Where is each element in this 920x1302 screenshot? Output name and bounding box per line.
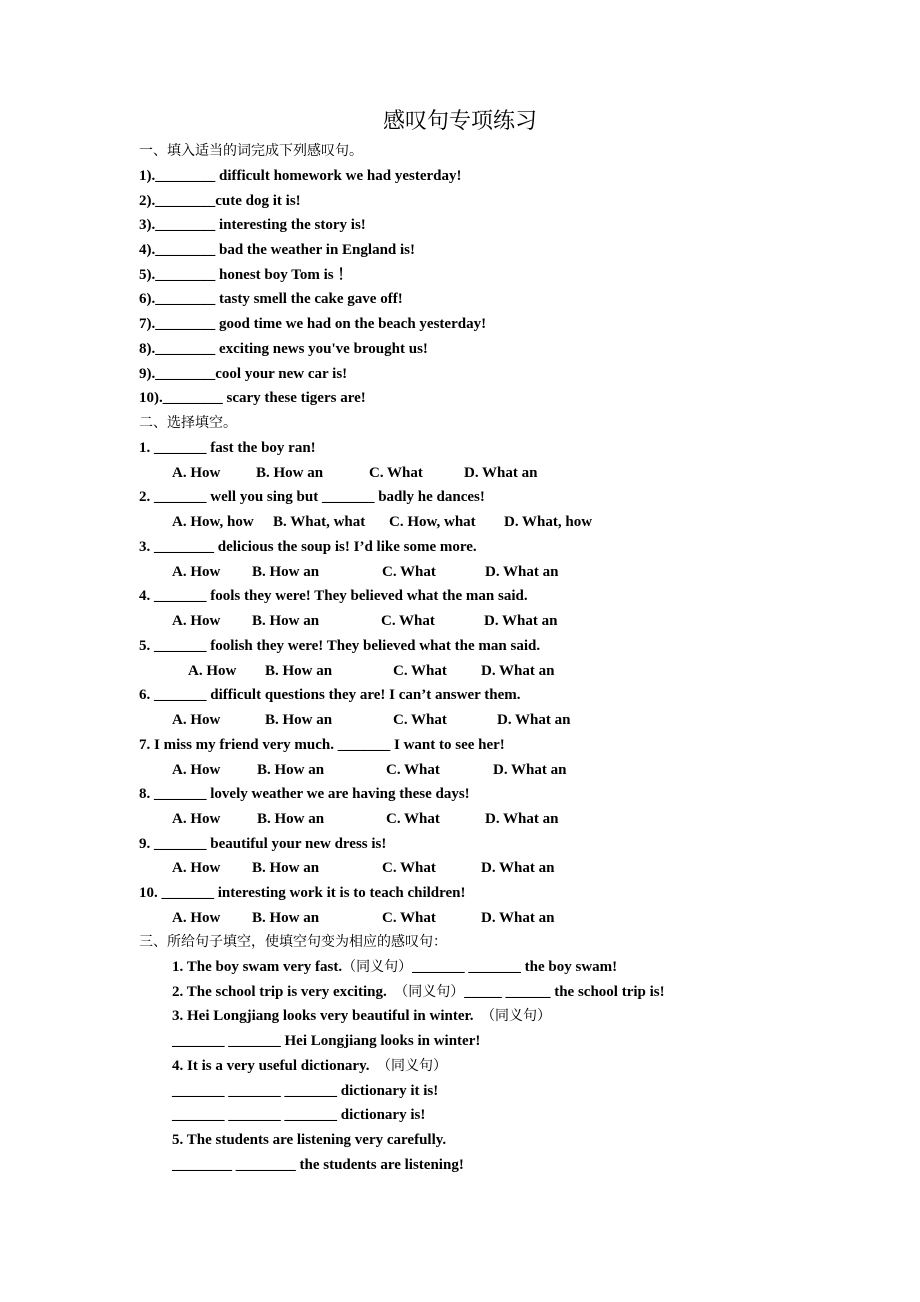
mc-option: A. How	[172, 860, 221, 876]
mc-option: D. What an	[493, 762, 567, 778]
mc-option: B. How an	[257, 811, 325, 827]
s3-line: 5. The students are listening very carefully.	[172, 1132, 447, 1148]
mc-option: B. How an	[257, 762, 325, 778]
mc-question: 4. _______ fools they were! They believed what the man said.	[139, 588, 528, 604]
mc-option: C. What	[369, 465, 423, 481]
s3-note: （同义句）	[394, 984, 465, 1000]
mc-option: B. What, what	[273, 514, 366, 530]
mc-option: C. What	[382, 860, 436, 876]
page-title: 感叹句专项练习	[382, 109, 537, 134]
mc-option: B. How an	[265, 663, 333, 679]
s1-item: 2).________cute dog it is!	[139, 193, 301, 209]
mc-option: D. What an	[485, 564, 559, 580]
mc-option: A. How	[188, 663, 237, 679]
s3-line	[172, 1056, 447, 1076]
s3-text: 2. The school trip is very exciting.	[172, 984, 395, 1000]
mc-option: B. How an	[256, 465, 324, 481]
mc-option: C. What	[386, 762, 440, 778]
mc-option: B. How an	[252, 613, 320, 629]
section2-heading: 二、选择填空。	[139, 415, 237, 431]
mc-option: D. What an	[481, 663, 555, 679]
s1-item: 1).________ difficult homework we had yesterday!	[139, 168, 462, 184]
s3-line	[172, 957, 617, 977]
mc-option: A. How	[172, 910, 221, 926]
s3-line	[172, 982, 665, 1002]
mc-option: D. What an	[497, 712, 571, 728]
mc-question: 9. _______ beautiful your new dress is!	[139, 836, 387, 852]
mc-option: A. How	[172, 564, 221, 580]
mc-option: C. What	[382, 564, 436, 580]
mc-option: D. What an	[481, 860, 555, 876]
mc-option: A. How	[172, 613, 221, 629]
mc-question: 6. _______ difficult questions they are! I can’t answer them.	[139, 687, 521, 703]
mc-question: 10. _______ interesting work it is to teach children!	[139, 885, 466, 901]
section1-heading: 一、填入适当的词完成下列感叹句。	[139, 143, 363, 159]
mc-option: B. How an	[252, 860, 320, 876]
s3-text: 1. The boy swam very fast.	[172, 959, 343, 975]
s3-line	[172, 1006, 551, 1026]
s3-note: （同义句）	[342, 959, 413, 975]
mc-option: A. How	[172, 762, 221, 778]
s1-item: 8).________ exciting news you've brought us!	[139, 341, 428, 357]
s3-line: _______ _______ Hei Longjiang looks in winter!	[172, 1033, 481, 1049]
mc-option: A. How	[172, 712, 221, 728]
s1-item: 7).________ good time we had on the beach yesterday!	[139, 316, 487, 332]
s3-note: （同义句）	[377, 1058, 447, 1074]
mc-question: 7. I miss my friend very much. _______ I want to see her!	[139, 737, 505, 753]
mc-option: D. What an	[485, 811, 559, 827]
mc-option: D. What an	[464, 465, 538, 481]
mc-option: D. What, how	[504, 514, 593, 530]
mc-option: D. What an	[481, 910, 555, 926]
section3-heading: 三、所给句子填空，使填空句变为相应的感叹句：	[139, 934, 447, 950]
s3-text: 3. Hei Longjiang looks very beautiful in winter.	[172, 1008, 482, 1024]
mc-option: C. How, what	[389, 514, 476, 530]
s3-note: （同义句）	[481, 1008, 552, 1024]
s3-line: _______ _______ _______ dictionary it is!	[172, 1083, 439, 1099]
mc-question: 5. _______ foolish they were! They believed what the man said.	[139, 638, 541, 654]
mc-option: A. How	[172, 811, 221, 827]
mc-option: B. How an	[252, 564, 320, 580]
mc-question: 1. _______ fast the boy ran!	[139, 440, 316, 456]
s3-line: ________ ________ the students are listening!	[172, 1157, 464, 1173]
s1-item: 4).________ bad the weather in England is!	[139, 242, 416, 258]
mc-option: C. What	[386, 811, 440, 827]
s1-item: 3).________ interesting the story is!	[139, 217, 366, 233]
mc-question: 3. ________ delicious the soup is! I’d like some more.	[139, 539, 477, 555]
s3-blanks: _______ _______ the boy swam!	[412, 959, 618, 975]
s3-line: _______ _______ _______ dictionary is!	[172, 1107, 426, 1123]
mc-option: A. How, how	[172, 514, 254, 530]
s1-item: 9).________cool your new car is!	[139, 366, 348, 382]
mc-option: C. What	[381, 613, 435, 629]
mc-question: 8. _______ lovely weather we are having these days!	[139, 786, 470, 802]
mc-option: B. How an	[265, 712, 333, 728]
mc-option: C. What	[393, 712, 447, 728]
mc-option: A. How	[172, 465, 221, 481]
s1-item: 6).________ tasty smell the cake gave off!	[139, 291, 403, 307]
s1-item: 5).________ honest boy Tom is ！	[139, 267, 353, 283]
s1-item: 10).________ scary these tigers are!	[139, 390, 366, 406]
mc-option: D. What an	[484, 613, 558, 629]
mc-option: C. What	[393, 663, 447, 679]
s3-text: 4. It is a very useful dictionary.	[172, 1058, 377, 1074]
mc-question: 2. _______ well you sing but _______ badly he dances!	[139, 489, 485, 505]
mc-option: B. How an	[252, 910, 320, 926]
s3-blanks: _____ ______ the school trip is!	[464, 984, 665, 1000]
mc-option: C. What	[382, 910, 436, 926]
